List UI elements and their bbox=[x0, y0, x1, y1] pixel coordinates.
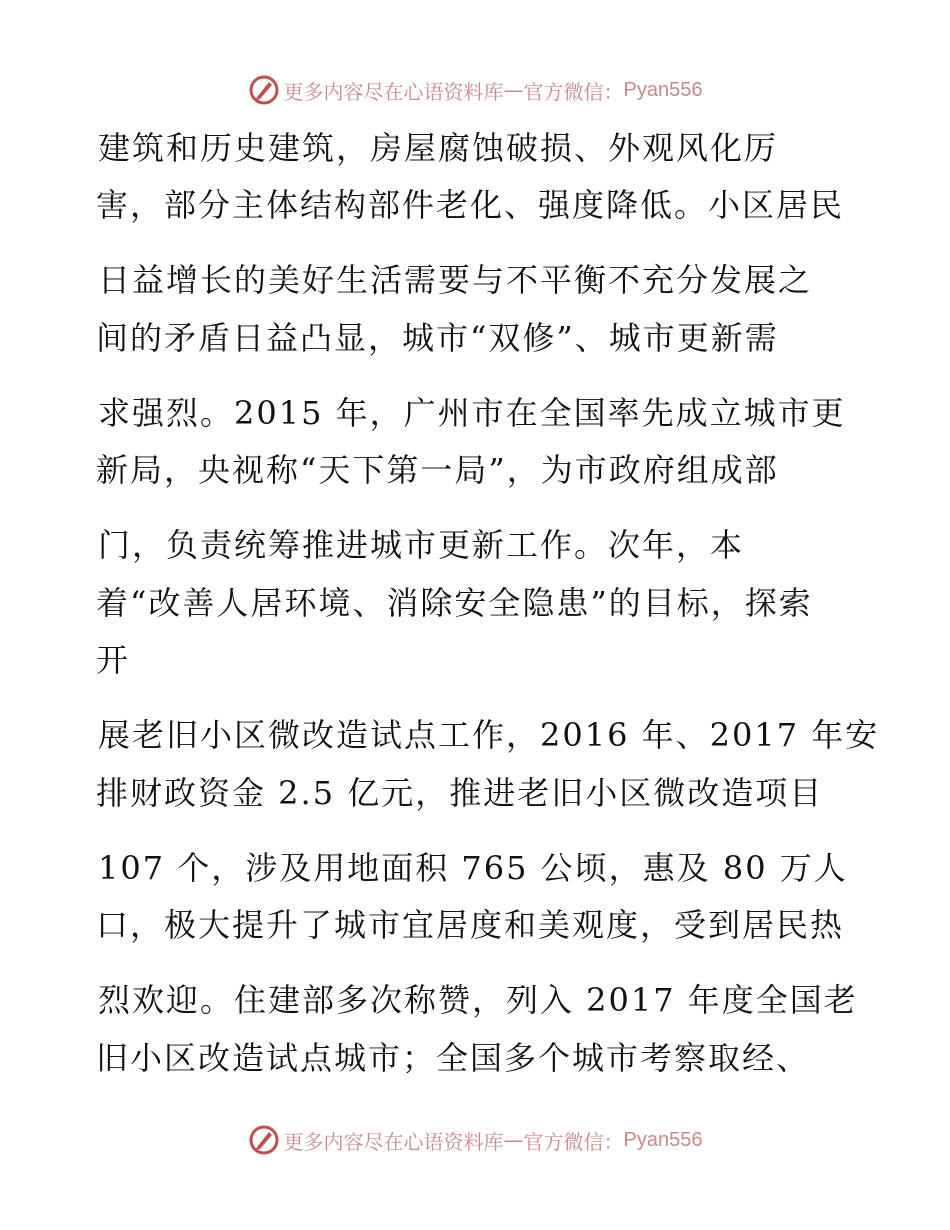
watermark-wechat-label: 官方微信： bbox=[523, 79, 624, 104]
text-line: 烈欢迎。住建部多次称赞，列入 2017 年度全国老 bbox=[98, 981, 858, 1019]
text-line: 日益增长的美好生活需要与不平衡不充分发展之 bbox=[98, 261, 813, 299]
pen-logo-icon bbox=[248, 1124, 280, 1156]
text-line: 旧小区改造试点城市；全国多个城市考察取经、 bbox=[96, 1039, 811, 1077]
text-line: 着“改善人居环境、消除安全隐患”的目标，探索 bbox=[96, 584, 813, 622]
text-line: 求强烈。2015 年，广州市在全国率先成立城市更 bbox=[98, 394, 846, 432]
watermark-brand-text: 更多内容尽在心语资料库 bbox=[283, 79, 504, 104]
text-line: 害，部分主体结构部件老化、强度降低。小区居民 bbox=[96, 186, 845, 224]
text-line: 展老旧小区微改造试点工作，2016 年、2017 年安 bbox=[98, 716, 880, 754]
text-line: 开 bbox=[96, 641, 131, 679]
text-line: 门，负责统筹推进城市更新工作。次年，本 bbox=[98, 526, 745, 564]
text-line: 107 个，涉及用地面积 765 公顷，惠及 80 万人 bbox=[98, 849, 848, 887]
watermark-wechat-id: Pyan556 bbox=[623, 1128, 703, 1151]
watermark-wechat-label: 官方微信： bbox=[523, 1129, 624, 1154]
watermark-dash: — bbox=[503, 1128, 524, 1152]
text-line: 口，极大提升了城市宜居度和美观度，受到居民热 bbox=[96, 906, 845, 944]
watermark-dash: — bbox=[503, 78, 524, 102]
watermark-brand-text: 更多内容尽在心语资料库 bbox=[283, 1129, 504, 1154]
text-line: 新局，央视称“天下第一局”，为市政府组成部 bbox=[96, 451, 779, 489]
text-line: 建筑和历史建筑，房屋腐蚀破损、外观风化厉 bbox=[98, 129, 779, 167]
text-line: 排财政资金 2.5 亿元，推进老旧小区微改造项目 bbox=[96, 774, 824, 812]
watermark-wechat-id: Pyan556 bbox=[623, 78, 703, 101]
footer-watermark bbox=[0, 1120, 950, 1160]
text-line: 间的矛盾日益凸显，城市“双修”、城市更新需 bbox=[96, 319, 779, 357]
